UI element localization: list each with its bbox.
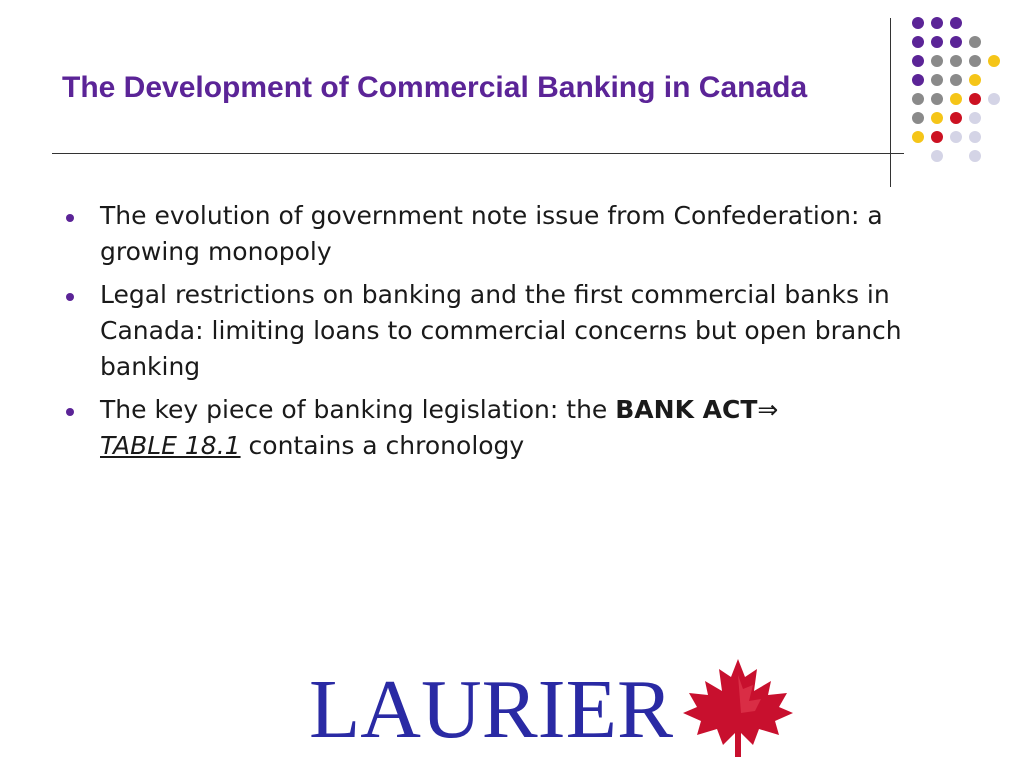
bank-act-label: BANK ACT [615, 395, 758, 424]
bullet-text: The evolution of government note issue from Confederation: a growing monopoly [100, 201, 883, 266]
maple-leaf-icon [675, 655, 801, 761]
bullet-item [62, 392, 962, 464]
logo-wordmark: LAURIER [309, 663, 673, 756]
bullet-marker [66, 408, 74, 416]
bullet-text: Legal restrictions on banking and the first commercial banks in Canada: limiting loans to commercial concerns but open branch banking [100, 280, 902, 381]
slide-title: The Development of Commercial Banking in Canada [62, 71, 808, 104]
arrow-icon: ⇒ [757, 395, 779, 424]
dot-grid-icon [900, 10, 1020, 170]
laurier-logo [305, 655, 805, 761]
bullet-marker [66, 214, 74, 222]
bullet-text-after: contains a chronology [240, 431, 525, 460]
bullet-item [62, 277, 962, 385]
table-link[interactable]: TABLE 18.1 [100, 431, 241, 460]
bullet-marker [66, 293, 74, 301]
title-divider [52, 153, 904, 154]
vertical-divider [890, 18, 891, 187]
bullet-list [62, 198, 962, 471]
bullet-text-before: The key piece of banking legislation: the [100, 395, 616, 424]
bullet-item [62, 198, 962, 270]
